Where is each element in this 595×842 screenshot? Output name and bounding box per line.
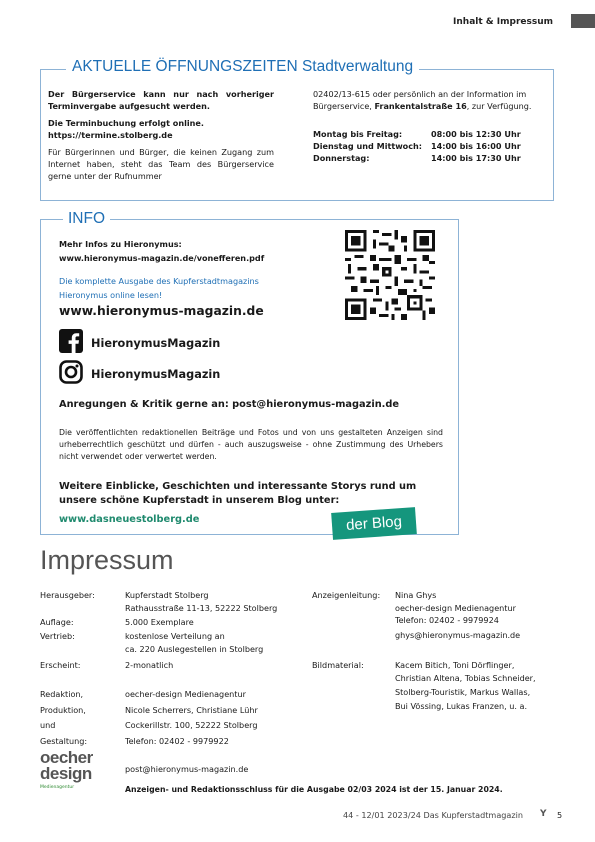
online-read-line-2: Hieronymus online lesen! (59, 290, 163, 300)
image-credits-1: Kacem Bitich, Toni Dörflinger, (395, 660, 515, 670)
editorial-phone: Telefon: 02402 - 9979922 (125, 736, 229, 746)
print-run-value: 5.000 Exemplare (125, 617, 194, 627)
deadline-notice: Anzeigen- und Redaktionsschluss für die Ausgabe 02/03 2024 ist der 15. Januar 2024. (125, 785, 503, 794)
more-info-label: Mehr Infos zu Hieronymus: (59, 239, 182, 249)
hours-row (313, 152, 553, 164)
hours-day: Dienstag und Mittwoch: (313, 141, 423, 151)
online-booking-note (48, 117, 274, 141)
image-credits-label: Bildmaterial: (312, 660, 364, 670)
logo-line-1: oecher (40, 748, 93, 767)
editorial-email[interactable]: post@hieronymus-magazin.de (125, 764, 249, 774)
impressum-title: Impressum (40, 545, 174, 575)
editorial-names: Nicole Scherrers, Christiane Lühr (125, 705, 258, 715)
hours-row (313, 128, 553, 140)
blog-link[interactable]: www.dasneuestolberg.de (59, 514, 200, 525)
hours-time: 14:00 bis 17:30 Uhr (431, 153, 521, 163)
facebook-name: HieronymusMagazin (91, 336, 221, 350)
instagram-name: HieronymusMagazin (91, 367, 221, 381)
oecher-design-logo (40, 750, 102, 790)
print-run-label: Auflage: (40, 617, 74, 627)
feedback-line: Anregungen & Kritik gerne an: post@hieronymus-magazin.de (59, 399, 400, 410)
blog-badge: der Blog (331, 507, 417, 540)
magazine-mark-icon: Y (540, 809, 547, 819)
hours-day: Montag bis Freitag: (313, 129, 403, 139)
opening-hours-title: AKTUELLE ÖFFNUNGSZEITEN Stadtverwaltung (66, 58, 419, 76)
footer-text: 44 - 12/01 2023/24 Das Kupferstadtmagazin (343, 810, 523, 820)
online-read-line-1: Die komplette Ausgabe des Kupferstadtmagazins (59, 276, 259, 286)
image-credits-3: Stolberg-Touristik, Markus Wallas, (395, 687, 531, 697)
hours-day: Donnerstag: (313, 153, 370, 163)
appointment-note: Der Bürgerservice kann nur nach vorheriger Terminvergabe aufgesucht werden. (48, 89, 274, 111)
website-link[interactable]: www.hieronymus-magazin.de (59, 304, 264, 318)
hours-row (313, 140, 553, 152)
online-booking-text: Die Terminbuchung erfolgt online. (48, 118, 204, 128)
instagram-row[interactable] (59, 360, 220, 388)
distribution-value-1: kostenlose Verteilung an (125, 631, 225, 641)
hours-time: 08:00 bis 12:30 Uhr (431, 129, 521, 139)
contact-address: Frankentalstraße 16 (374, 101, 467, 111)
page-number: 5 (557, 810, 563, 820)
copyright-notice: Die veröffentlichten redaktionellen Beiträge und Fotos und von uns gestalteten Anzeigen sind urheberrechtlich geschützt und dürfen - auch auszugsweise - ohne Zustimmung des Urhebers nicht verwendet oder verwertet werden. (59, 428, 443, 461)
ads-agency: oecher-design Medienagentur (395, 603, 516, 613)
image-credits-2: Christian Altena, Tobias Schneider, (395, 673, 536, 683)
frequency-value: 2-monatlich (125, 660, 174, 670)
contact-note (313, 88, 553, 112)
facebook-row[interactable] (59, 329, 220, 357)
contact-note-text: 02402/13-615 oder persönlich an der Information im Bürgerservice, (313, 89, 527, 111)
editorial-label-4: Gestaltung: (40, 736, 88, 746)
ads-label: Anzeigenleitung: (312, 590, 381, 600)
contact-note-end: , zur Verfügung. (466, 101, 532, 111)
ads-phone: Telefon: 02402 - 9979924 (395, 615, 499, 625)
pdf-link[interactable]: www.hieronymus-magazin.de/vonefferen.pdf (59, 253, 265, 263)
publisher-name: Kupferstadt Stolberg (125, 590, 209, 600)
section-title: Inhalt & Impressum (453, 17, 553, 27)
editorial-label-3: und (40, 720, 56, 730)
section-tab-marker (571, 14, 595, 28)
frequency-label: Erscheint: (40, 660, 81, 670)
distribution-value-2: ca. 220 Auslegestellen in Stolberg (125, 644, 264, 654)
opening-hours-right-column (313, 88, 553, 164)
booking-link[interactable]: https://termine.stolberg.de (48, 130, 173, 140)
editorial-label-2: Produktion, (40, 705, 86, 715)
blog-intro: Weitere Einblicke, Geschichten und interessante Storys rund um unsere schöne Kupferstadt in unserem Blog unter: (59, 481, 417, 506)
editorial-address: Cockerillstr. 100, 52222 Stolberg (125, 720, 258, 730)
phone-access-note: Für Bürgerinnen und Bürger, die keinen Zugang zum Internet haben, steht das Team des Bürgerservice gerne unter der Rufnummer (48, 147, 274, 181)
editorial-agency: oecher-design Medienagentur (125, 689, 246, 699)
logo-line-2: design (40, 764, 92, 783)
hours-time: 14:00 bis 16:00 Uhr (431, 141, 521, 151)
opening-hours-left-column (48, 88, 274, 187)
distribution-label: Vertrieb: (40, 631, 75, 641)
qr-code-icon[interactable] (345, 230, 435, 320)
facebook-icon (59, 329, 83, 357)
instagram-icon (59, 360, 83, 388)
publisher-label: Herausgeber: (40, 590, 95, 600)
publisher-address: Rathausstraße 11-13, 52222 Stolberg (125, 603, 278, 613)
image-credits-4: Bui Vössing, Lukas Franzen, u. a. (395, 701, 528, 711)
editorial-label-1: Redaktion, (40, 689, 84, 699)
ads-email[interactable]: ghys@hieronymus-magazin.de (395, 630, 521, 640)
ads-contact-name: Nina Ghys (395, 590, 437, 600)
logo-subtitle: Medienagentur (40, 785, 75, 790)
info-title: INFO (63, 210, 110, 228)
